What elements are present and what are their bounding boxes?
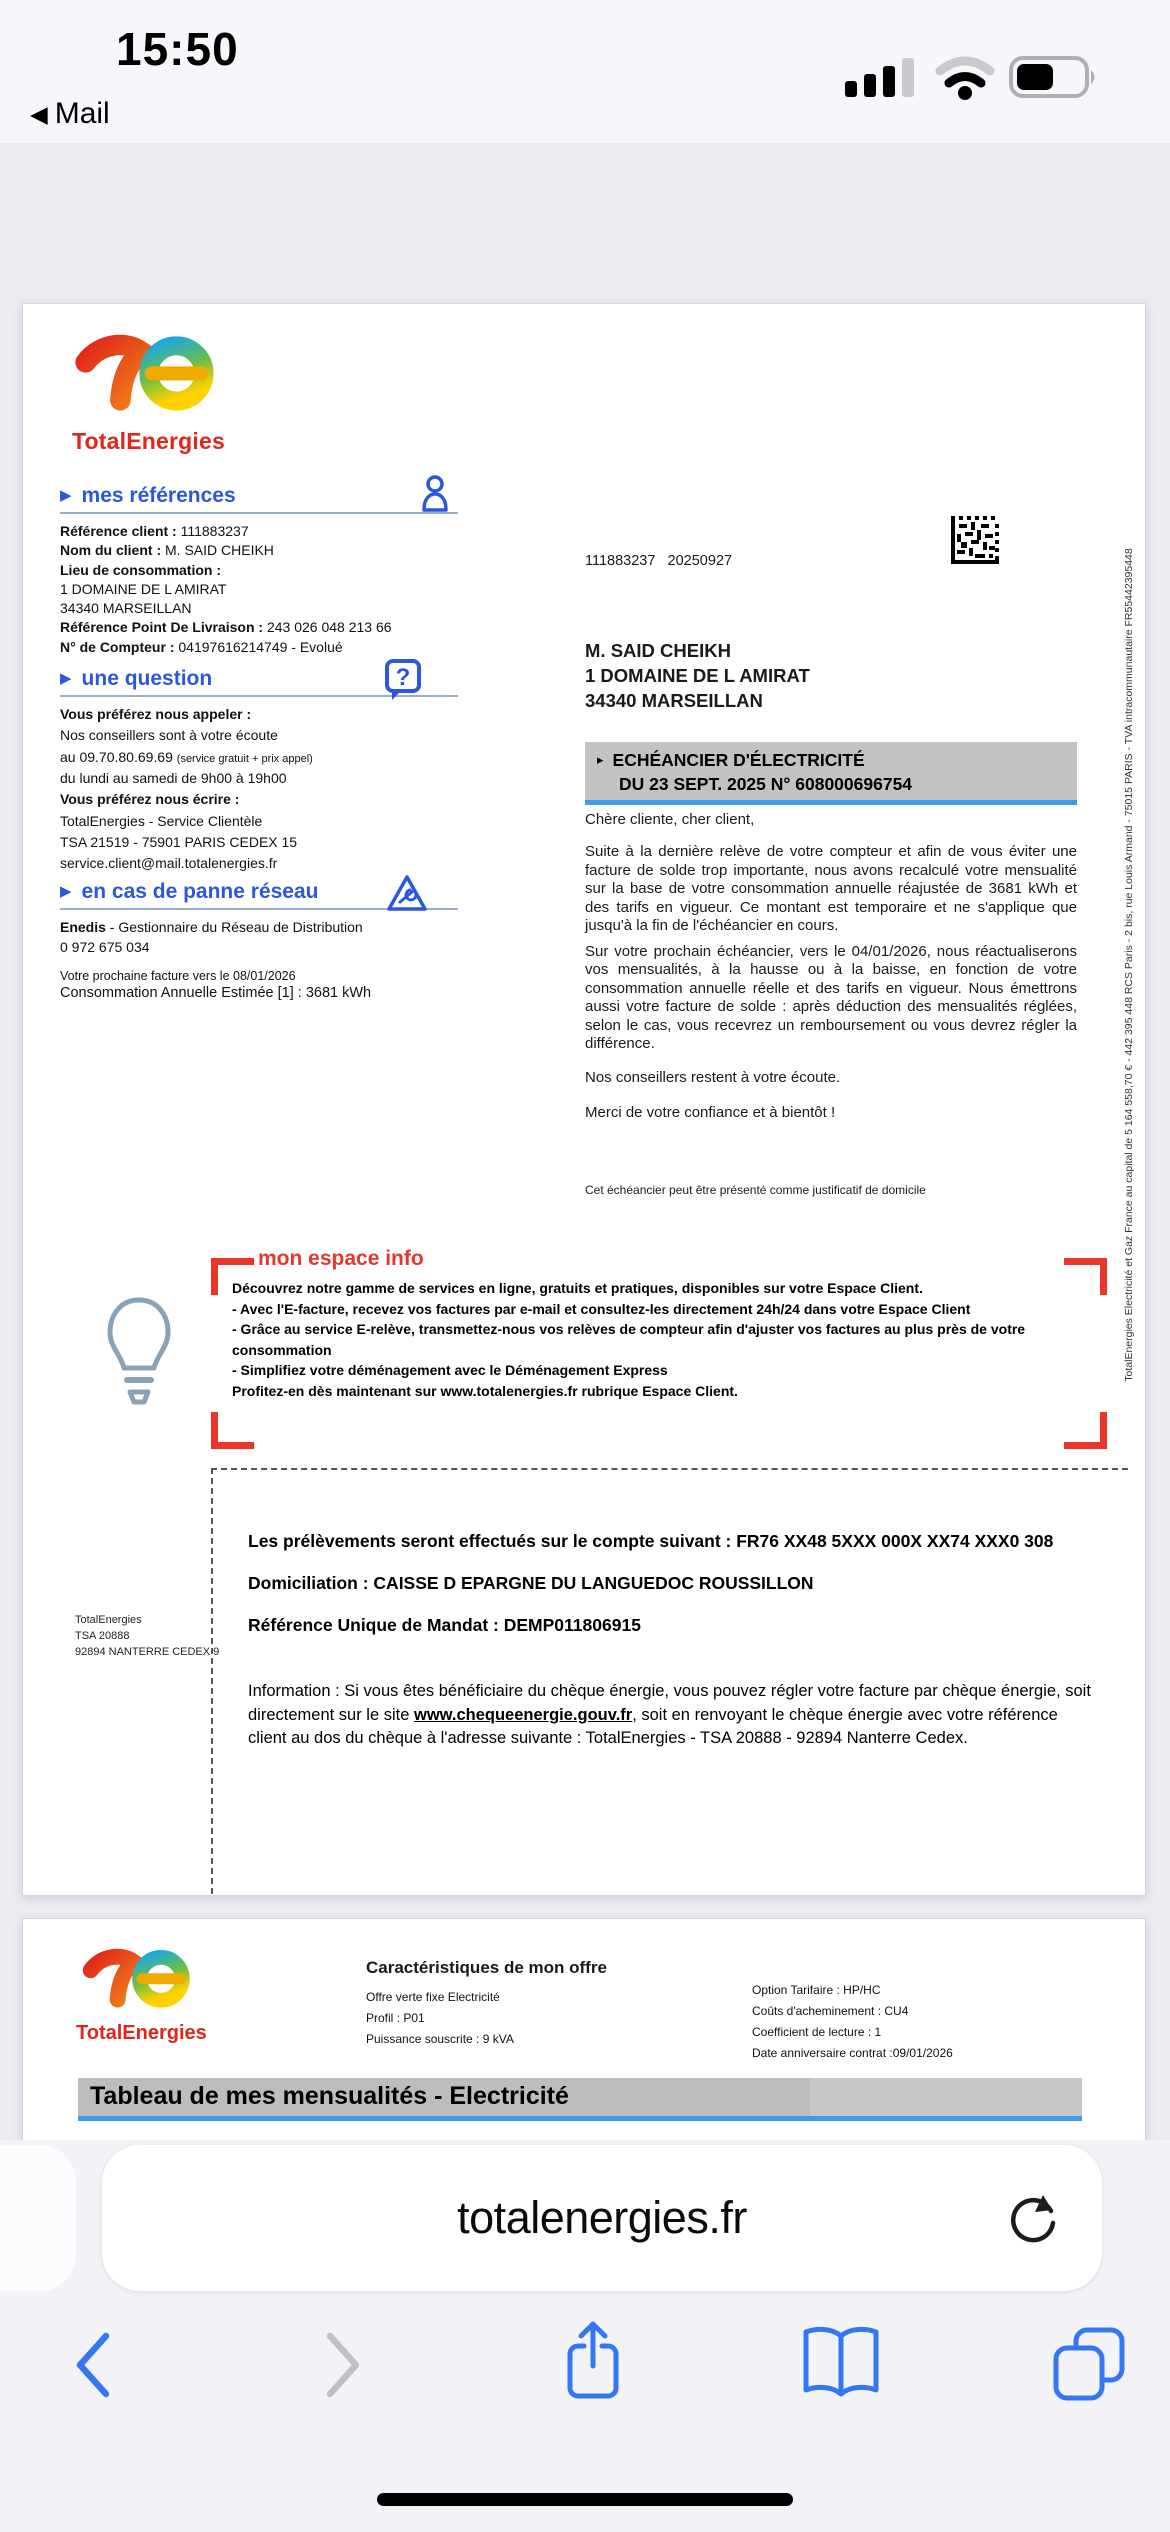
- red-corner-bracket: [211, 1412, 254, 1449]
- brand-wordmark: TotalEnergies: [76, 2022, 207, 2044]
- q-row: au 09.70.80.69.69 (service gratuit + prix appel): [60, 748, 313, 765]
- ref-row: N° de Compteur : 04197616214749 - Evolué: [60, 638, 343, 655]
- debit-account-line: Les prélèvements seront effectués sur le compte suivant : FR76 XX48 5XXX 000X XX74 XXX0 308: [248, 1531, 1054, 1551]
- signal-icon: [845, 58, 914, 97]
- subject-arrow-icon: ▸: [597, 752, 604, 767]
- contract-line: Date anniversaire contrat :09/01/2026: [752, 2046, 953, 2060]
- section-question-heading: ▶ une question ?: [60, 666, 458, 692]
- back-triangle-icon: ◀: [30, 101, 48, 127]
- status-icons: [843, 55, 1103, 101]
- question-bubble-icon: [384, 658, 422, 702]
- section-arrow-icon: ▶: [60, 670, 72, 688]
- letter-subject-banner: ▸ ECHÉANCIER D'ÉLECTRICITÉ DU 23 SEPT. 2025 N° 608000696754: [585, 742, 1077, 805]
- ref-row: 34340 MARSEILLAN: [60, 600, 192, 617]
- mandate-reference-line: Référence Unique de Mandat : DEMP011806915: [248, 1615, 641, 1635]
- dashed-divider-vertical: [211, 1468, 213, 1894]
- legal-sidebar-text: TotalEnergies Electricité et Gaz France au capital de 5 164 558,70 € - 442 395 448 RCS Paris - 2 bis, rue Louis Armand - 75015 PARIS - TVA intracommunautaire FR55442395448: [1123, 548, 1135, 1382]
- q-row: Vous préférez nous appeler :: [60, 706, 252, 723]
- share-button[interactable]: [560, 2318, 626, 2406]
- letter-reference-numbers: 111883237 20250927: [585, 553, 733, 569]
- section-panne-heading: ▶ en cas de panne réseau: [60, 879, 458, 905]
- forward-button[interactable]: [322, 2330, 366, 2400]
- reload-button[interactable]: [1005, 2189, 1063, 2247]
- next-invoice-note: Votre prochaine facture vers le 08/01/2026: [60, 969, 296, 984]
- offer-characteristics: [366, 1958, 726, 2050]
- wrench-triangle-icon: [386, 873, 428, 913]
- dashed-divider-horizontal: [211, 1468, 1128, 1470]
- monthly-payments-table-header: [78, 2078, 1082, 2121]
- cheque-energie-info: Information : Si vous êtes bénéficiaire du chèque énergie, vous pouvez régler votre facture par chèque énergie, soit directement sur le site www.chequeenergie.gouv.fr, soit en renvoyant le chèque énergie avec votre référence client au dos du chèque à l'adresse suivante : TotalEnergies - TSA 20888 - 92894 Nanterre Cedex.: [248, 1682, 1091, 1747]
- person-icon: [420, 475, 450, 513]
- return-to-app-button[interactable]: [30, 97, 110, 131]
- letter-greeting: Chère cliente, cher client,: [585, 811, 755, 828]
- previous-tab-peek[interactable]: [0, 2145, 76, 2291]
- q-row: du lundi au samedi de 9h00 à 19h00: [60, 769, 287, 786]
- contract-details: [752, 1980, 1082, 2064]
- bank-domiciliation-line: Domiciliation : CAISSE D EPARGNE DU LANGUEDOC ROUSSILLON: [248, 1573, 814, 1593]
- espace-info-box: [211, 1246, 1101, 1401]
- contract-line: Coûts d'acheminement : CU4: [752, 2004, 909, 2018]
- section-references-heading: ▶ mes références: [60, 483, 458, 509]
- totalenergies-logo-icon: [78, 1947, 200, 2013]
- section-arrow-icon: ▶: [60, 883, 72, 901]
- espace-info-text: Découvrez notre gamme de services en ligne, gratuits et pratiques, disponibles sur votre Espace Client. - Avec l'E-facture, recevez vos factures par e-mail et consultez-les directement 24h/24 dans votre Espace Client - Grâce au service E-relève, transmettez-nous vos relèves de compteur afin d'ajuster vos factures au plus près de votre consommation - Simplifiez votre déménagement avec le Déménagement Express Profitez-en dès maintenant sur www.totalenergies.fr rubrique Espace Client.: [232, 1280, 1026, 1399]
- brand-wordmark: TotalEnergies: [72, 428, 225, 454]
- home-indicator[interactable]: [377, 2493, 793, 2506]
- references-rows: [60, 522, 458, 657]
- espace-info-title: mon espace info: [258, 1247, 424, 1270]
- battery-icon: [1011, 58, 1095, 96]
- panne-row: 0 972 675 034: [60, 938, 150, 955]
- letter-paragraph: Sur votre prochain échéancier, vers le 04/01/2026, nous réactualiserons vos mensualités, à la hausse ou à la baisse, en fonction de votre consommation annuelle réelle et des tarifs en vigueur. Nous émettrons aussi votre facture de solde : après déduction des mensualités réglées, selon le cas, vous recevrez un remboursement ou vous devrez régler la différence.: [585, 942, 1077, 1052]
- red-corner-bracket: [211, 1258, 254, 1295]
- doc-left-column: [60, 483, 458, 1001]
- contract-line: Coefficient de lecture : 1: [752, 2025, 882, 2039]
- url-text[interactable]: totalenergies.fr: [457, 2192, 747, 2243]
- panne-row: Enedis - Gestionnaire du Réseau de Distribution: [60, 919, 363, 936]
- return-app-label: Mail: [54, 97, 110, 130]
- offer-line: Offre verte fixe Electricité: [366, 1990, 500, 2004]
- q-row: TotalEnergies - Service Clientèle: [60, 812, 263, 829]
- contract-line: Option Tarifaire : HP/HC: [752, 1983, 881, 1997]
- table-title: Tableau de mes mensualités - Electricité: [90, 2082, 569, 2110]
- totalenergies-logo-icon: [73, 332, 223, 418]
- bookmarks-button[interactable]: [798, 2324, 884, 2404]
- back-button[interactable]: [70, 2330, 114, 2400]
- annual-consumption: Consommation Annuelle Estimée [1] : 3681 kWh: [60, 985, 372, 1002]
- letter-line: Nos conseillers restent à votre écoute.: [585, 1068, 841, 1086]
- offer-line: Profil : P01: [366, 2011, 425, 2025]
- table-header-segment: [810, 2078, 1082, 2116]
- clock: 15:50: [116, 23, 239, 75]
- ref-row: Lieu de consommation :: [60, 561, 222, 578]
- letter-body: [585, 553, 1077, 1197]
- offer-title: Caractéristiques de mon offre: [366, 1958, 607, 1977]
- section-arrow-icon: ▶: [60, 487, 72, 504]
- q-row: Nos conseillers sont à votre écoute: [60, 727, 278, 744]
- safari-bottom-chrome: [0, 2140, 1170, 2532]
- ref-row: Référence Point De Livraison : 243 026 048 213 66: [60, 619, 392, 636]
- payment-details: [248, 1528, 1100, 1751]
- proof-of-address-note: Cet échéancier peut être présenté comme justificatif de domicile: [585, 1182, 926, 1197]
- status-bar: [0, 0, 1170, 143]
- q-row: TSA 21519 - 75901 PARIS CEDEX 15: [60, 833, 298, 850]
- url-bar[interactable]: [102, 2145, 1102, 2291]
- red-corner-bracket: [1064, 1412, 1107, 1449]
- wifi-icon: [940, 61, 990, 100]
- svg-text:?: ?: [395, 664, 411, 692]
- offer-line: Puissance souscrite : 9 kVA: [366, 2032, 514, 2046]
- section-divider: [60, 512, 458, 514]
- ref-row: Référence client : 111883237: [60, 523, 249, 539]
- tabs-button[interactable]: [1048, 2324, 1130, 2404]
- letter-paragraph: Suite à la dernière relève de votre compteur et afin de vous éviter une facture de solde trop importante, nous avons recalculé votre mensualité sur la base de votre consommation annuelle réajustée de 3681 kWh et des tarifs en vigueur. Ce montant est temporaire et ne s'applique que jusqu'à la fin de l'échéancier en cours.: [585, 843, 1077, 934]
- lightbulb-icon: [103, 1296, 175, 1412]
- chequeenergie-link[interactable]: www.chequeenergie.gouv.fr: [413, 1705, 633, 1724]
- letter-line: Merci de votre confiance et à bientôt !: [585, 1103, 836, 1121]
- ref-row: 1 DOMAINE DE L AMIRAT: [60, 580, 227, 597]
- sender-address: TotalEnergies TSA 20888 92894 NANTERRE CEDEX 9: [75, 1614, 220, 1658]
- ref-row: Nom du client : M. SAID CHEIKH: [60, 542, 274, 559]
- red-corner-bracket: [1064, 1258, 1107, 1295]
- panne-rows: [60, 918, 458, 957]
- question-rows: [60, 705, 458, 875]
- q-row: Vous préférez nous écrire :: [60, 791, 240, 808]
- q-row: service.client@mail.totalenergies.fr: [60, 855, 278, 872]
- recipient-address: M. SAID CHEIKH 1 DOMAINE DE L AMIRAT 34340 MARSEILLAN: [585, 640, 810, 711]
